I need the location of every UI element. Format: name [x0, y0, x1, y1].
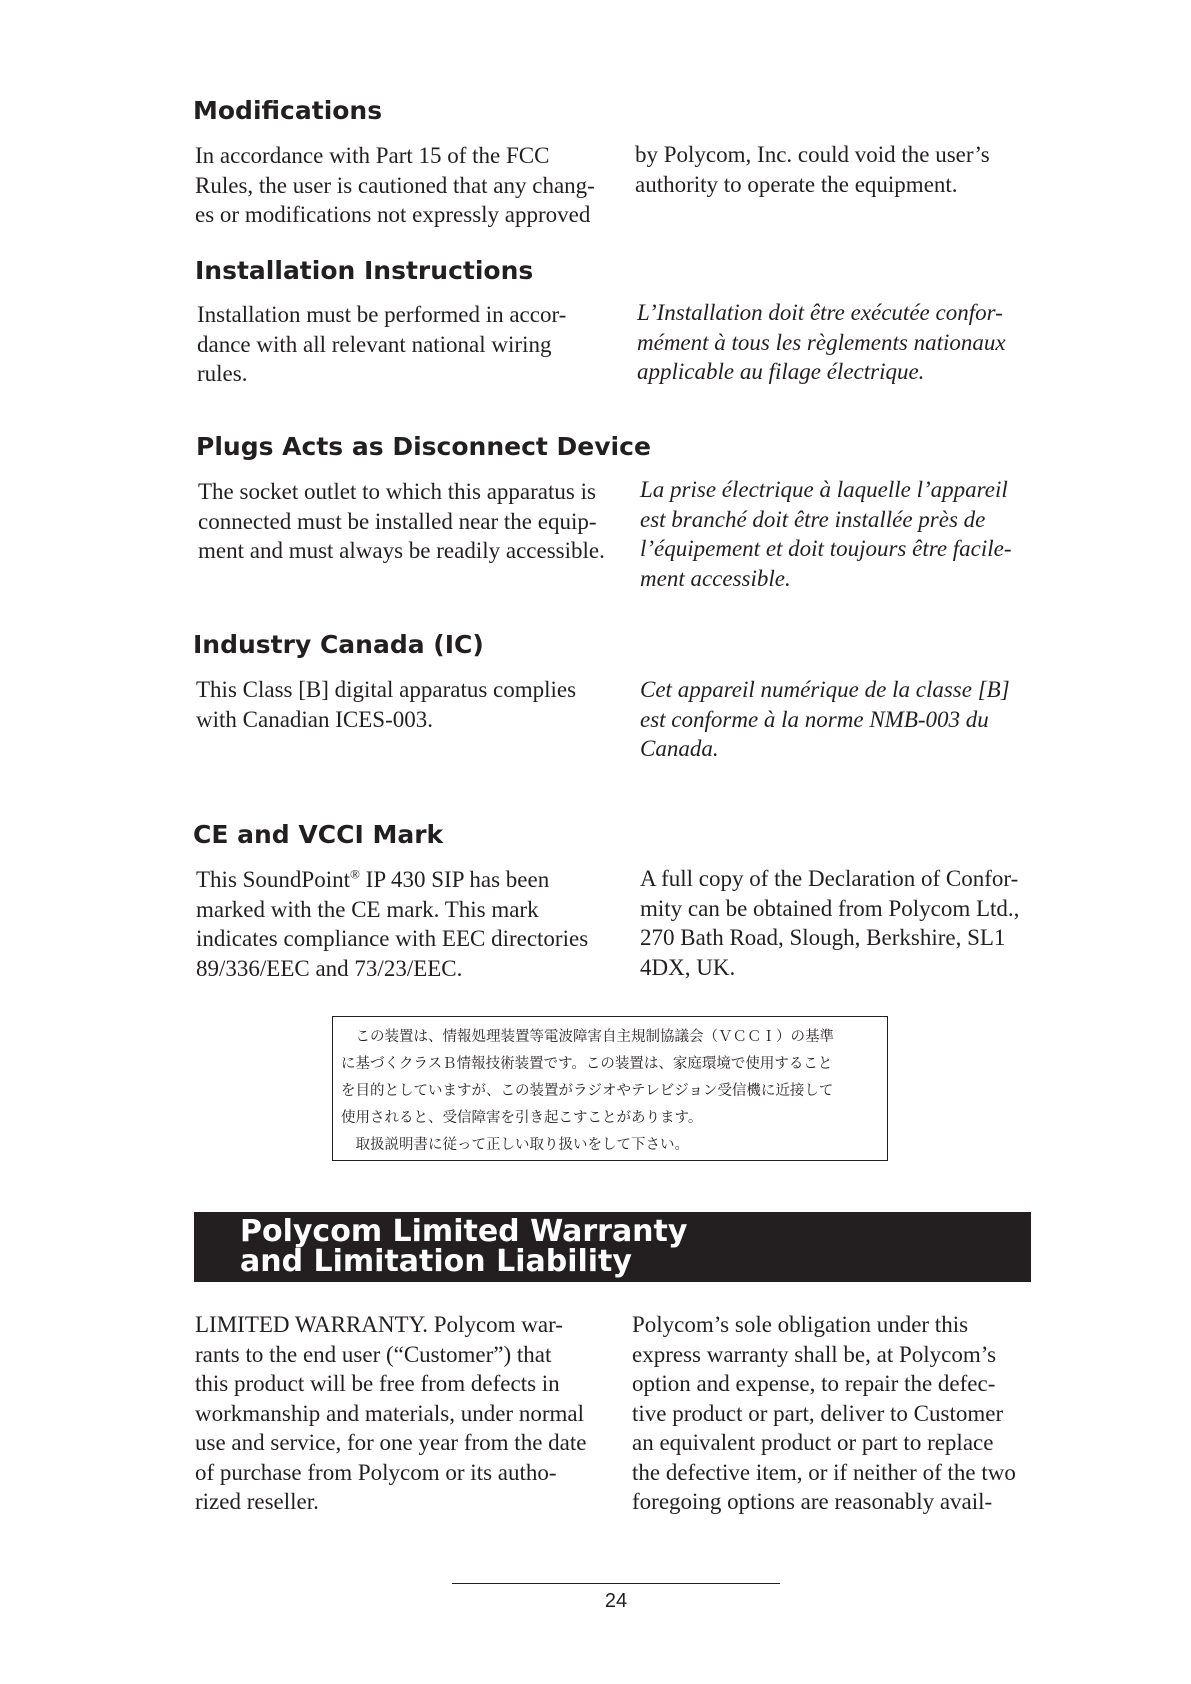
section-heading-plugs: Plugs Acts as Disconnect Device: [196, 432, 651, 461]
section-heading-installation: Installation Instructions: [195, 256, 534, 285]
ce-vcci-text-left: This SoundPoint® IP 430 SIP has been marked with the CE mark. This mark indicates compliance with EEC directories 89/336/EEC and 73/23/EEC.: [196, 866, 589, 981]
modifications-text-right: by Polycom, Inc. could void the user’s authority to operate the equipment.: [635, 142, 990, 197]
warranty-banner-title: Polycom Limited Warranty and Limitation Liability: [240, 1214, 688, 1279]
industry-canada-text-left: This Class [B] digital apparatus complies with Canadian ICES-003.: [196, 677, 577, 732]
warranty-banner: [194, 1212, 1031, 1282]
section-heading-ce-vcci: CE and VCCI Mark: [193, 820, 444, 849]
installation-text-left: Installation must be performed in accor- dance with all relevant national wiring rules.: [197, 302, 567, 386]
section-heading-industry-canada: Industry Canada (IC): [193, 630, 484, 659]
vcci-notice-box: この装置は、情報処理装置等電波障害自主規制協議会（ＶＣＣＩ）の基準 に基づくクラスＢ情報技術装置です。この装置は、家庭環境で使用すること を目的としていますが、この装置がラジオやテレビジョン受信機に近接して 使用されると、受信障害を引き起こすことがあります。 取扱説明書に従って正しい取り扱いをして下さい。: [332, 1016, 888, 1161]
industry-canada-text-right-french: Cet appareil numérique de la classe [B] est conforme à la norme NMB-003 du Canada.: [640, 677, 1010, 761]
registered-mark: ®: [350, 866, 360, 882]
page-number: 24: [604, 1590, 628, 1612]
ce-vcci-first-line: This SoundPoint® IP 430 SIP has been: [196, 866, 550, 892]
section-heading-modifications: Modifications: [193, 96, 383, 125]
installation-text-right-french: L’Installation doit être exécutée confor- mément à tous les règlements nationaux applicable au filage électrique.: [637, 300, 1006, 384]
ce-vcci-text-right: A full copy of the Declaration of Confor- mity can be obtained from Polycom Ltd., 270 Bath Road, Slough, Berkshire, SL1 4DX, UK.: [640, 866, 1020, 980]
footer-rule: [452, 1583, 780, 1584]
warranty-text-left: LIMITED WARRANTY. Polycom war- rants to the end user (“Customer”) that this product will be free from defects in workmanship and materials, under normal use and service, for one year from the date of purchase from Polycom or its autho- rized reseller.: [195, 1312, 587, 1514]
plugs-text-left: The socket outlet to which this apparatus is connected must be installed near the equip- ment and must always be readily accessible.: [198, 479, 605, 563]
modifications-text-left: In accordance with Part 15 of the FCC Rules, the user is cautioned that any chang- es or modifications not expressly approved: [195, 143, 595, 227]
warranty-text-right: Polycom’s sole obligation under this express warranty shall be, at Polycom’s option and expense, to repair the defec- tive product or part, deliver to Customer an equivalent product or part to replace the defective item, or if neither of the two foregoing options are reasonably avail-: [632, 1312, 1016, 1514]
plugs-text-right-french: La prise électrique à laquelle l’appareil est branché doit être installée près de l’équipement et doit toujours être facile- ment accessible.: [640, 477, 1012, 591]
